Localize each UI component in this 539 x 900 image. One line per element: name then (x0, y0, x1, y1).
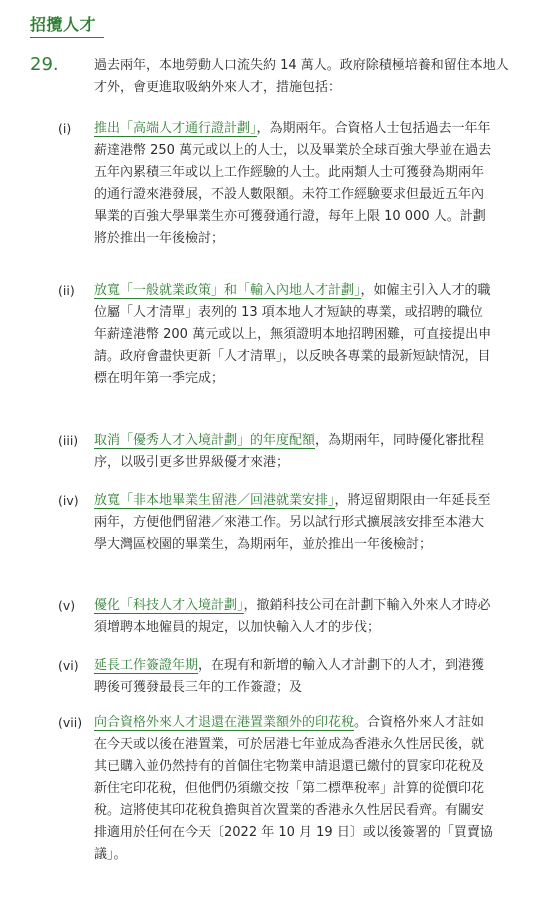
item-body (94, 490, 494, 556)
item-highlight: 推出「高端人才通行證計劃」 (94, 121, 257, 136)
item-numeral: (v) (58, 598, 76, 613)
item-body (94, 280, 494, 390)
list-item-ii (58, 280, 518, 390)
item-highlight: 優化「科技人才入境計劃」 (94, 598, 244, 613)
section-heading: 招攬人才 (30, 15, 97, 34)
heading-underline (30, 37, 104, 38)
item-numeral: (iii) (58, 433, 79, 448)
paragraph-number: 29. (30, 54, 59, 75)
list-item-vii (58, 712, 518, 866)
item-description: ，撤銷科技公司在計劃下輸入外來人才時必須增聘本地僱員的規定，以加快輸入人才的步伐； (94, 598, 491, 635)
item-body (94, 712, 494, 866)
intro-text: 過去兩年，本地勞動人口流失約 14 萬人。政府除積極培養和留住本地人才外，會更進取吸納外來人才，措施包括： (94, 58, 509, 95)
item-highlight: 放寬「一般就業政策」和「輸入內地人才計劃」 (94, 283, 361, 298)
item-highlight: 取消「優秀人才入境計劃」的年度配額 (94, 433, 316, 448)
list-item-vi (58, 655, 518, 699)
item-description: ，為期兩年，同時優化審批程序，以吸引更多世界級優才來港； (94, 433, 485, 470)
item-description: ，為期兩年。合資格人士包括過去一年年薪達港幣 250 萬元或以上的人士，以及畢業於全球百強大學並在過去五年內累積三年或以上工作經驗的人士。此兩類人士可獲發為期兩年的通行證來港發展，不設人數限額。未符工作經驗要求但最近五年內畢業的百強大學畢業生亦可獲發通行證，每年上限 10 000 人。計劃將於推出一年後檢討； (94, 121, 492, 246)
list-item-iv (58, 490, 518, 556)
item-highlight: 向合資格外來人才退還在港置業額外的印花稅 (94, 715, 355, 730)
item-highlight: 延長工作簽證年期 (94, 658, 199, 673)
item-body (94, 655, 494, 699)
item-body (94, 118, 494, 250)
item-description: ，將逗留期限由一年延長至兩年，方便他們留港／來港工作。另以試行形式擴展該安排至本港大學大灣區校園的畢業生，為期兩年，並於推出一年後檢討； (94, 493, 491, 552)
item-description: 。合資格外來人才註如在今天或以後在港置業，可於居港七年並成為香港永久性居民後，就其已購入並仍然持有的首個住宅物業申請退還已繳付的買家印花稅及新住宅印花稅，但他們仍須繳交按「第二標準稅率」計算的從價印花稅。這將使其印花稅負擔與首次置業的香港永久性居民看齊。有關安排適用於任何在今天〔2022 年 10 月 19 日〕或以後簽署的「買賣協議」。 (94, 715, 493, 862)
item-numeral: (ii) (58, 283, 75, 298)
list-item-i (58, 118, 518, 250)
item-numeral: (vi) (58, 658, 79, 673)
item-body (94, 430, 494, 474)
item-numeral: (iv) (58, 493, 79, 508)
list-item-v (58, 595, 518, 639)
item-numeral: (i) (58, 121, 72, 136)
item-highlight: 放寬「非本地畢業生留港／回港就業安排」 (94, 493, 335, 508)
item-numeral: (vii) (58, 715, 83, 730)
item-body (94, 595, 494, 639)
item-description: ，在現有和新增的輸入人才計劃下的人才，到港獲聘後可獲發最長三年的工作簽證；及 (94, 658, 485, 695)
list-item-iii (58, 430, 518, 474)
item-description: ，如僱主引入人才的職位屬「人才清單」表列的 13 項本地人才短缺的專業，或招聘的職位年薪達港幣 200 萬元或以上，無須證明本地招聘困難，可直接提出申請。政府會盡快更新「人才清單」，以反映各專業的最新短缺情況，目標在明年第一季完成； (94, 283, 492, 386)
